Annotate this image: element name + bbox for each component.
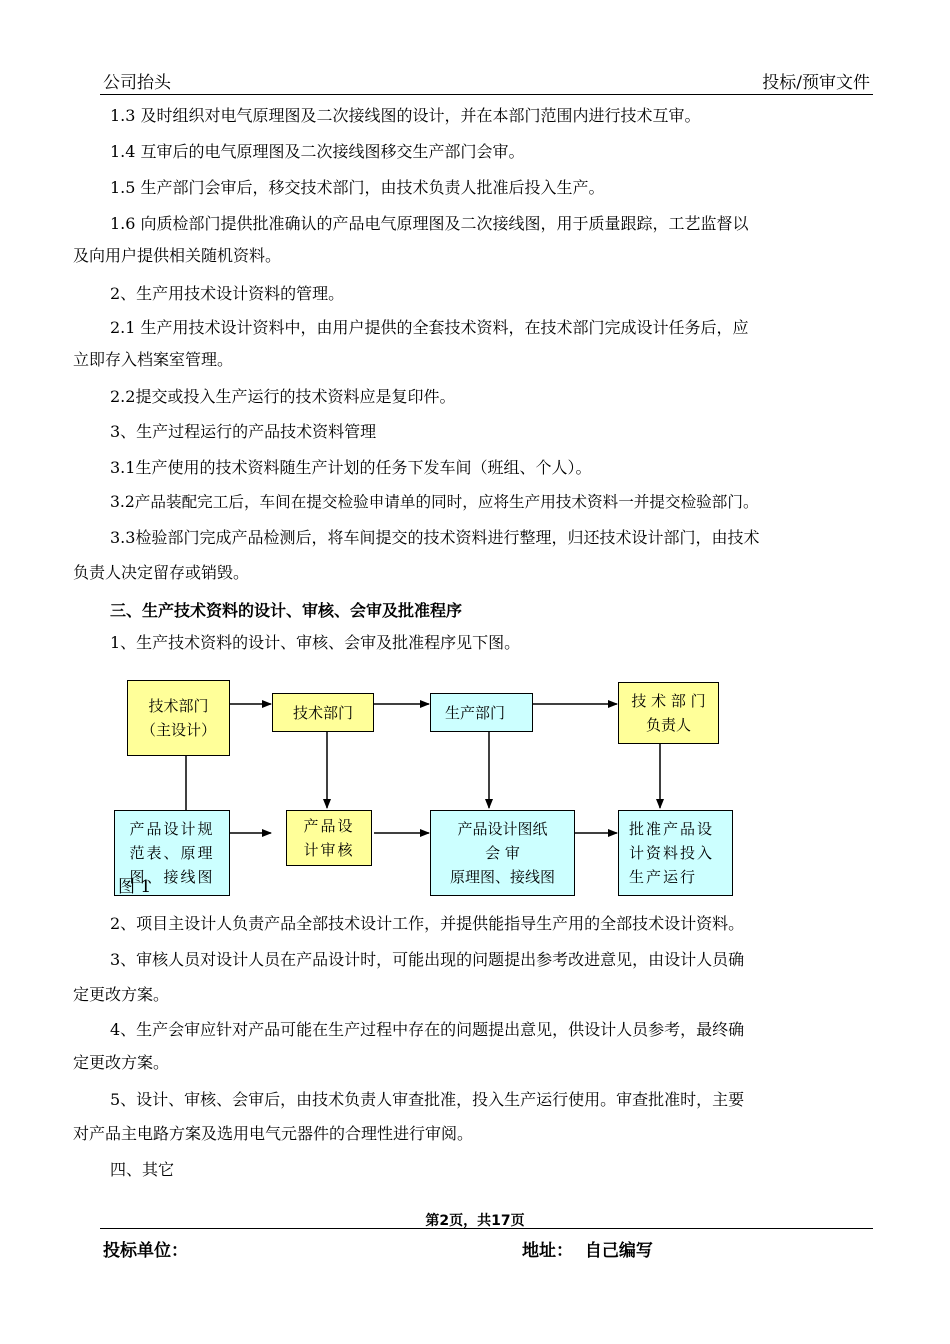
para-s2: 2、项目主设计人负责产品全部技术设计工作，并提供能指导生产用的全部技术设计资料。 (110, 914, 745, 933)
para-2-2: 2.2提交或投入生产运行的技术资料应是复印件。 (110, 387, 456, 406)
para-1-6-line2: 及向用户提供相关随机资料。 (73, 246, 282, 265)
para-3-3-line2: 负责人决定留存或销毁。 (73, 563, 250, 582)
para-2-1-line2: 立即存入档案室管理。 (73, 350, 234, 369)
flow-box-tech-dept-main-design: 技术部门 （主设计） (127, 680, 230, 756)
footer-bidder-label: 投标单位： (103, 1241, 188, 1261)
section-4-heading: 四、其它 (110, 1160, 175, 1179)
para-1-4: 1.4 互审后的电气原理图及二次接线图移交生产部门会审。 (110, 142, 525, 161)
flow-box-tech-dept: 技术部门 (272, 693, 374, 732)
flow-box-design-spec: 产品设计规 范表、原理 图、接线图 (114, 810, 230, 896)
para-s1: 1、生产技术资料的设计、审核、会审及批准程序见下图。 (110, 633, 521, 652)
para-s3-line2: 定更改方案。 (73, 985, 170, 1004)
flow-box-joint-review: 产品设计图纸 会 审 原理图、接线图 (430, 810, 575, 896)
para-s3-line1: 3、审核人员对设计人员在产品设计时，可能出现的问题提出参考改进意见，由设计人员确 (110, 950, 745, 969)
para-3: 3、生产过程运行的产品技术资料管理 (110, 422, 377, 441)
para-1-3: 1.3 及时组织对电气原理图及二次接线图的设计，并在本部门范围内进行技术互审。 (110, 106, 701, 125)
page-number: 第2页，共17页 (425, 1213, 525, 1229)
para-s4-line1: 4、生产会审应针对产品可能在生产过程中存在的问题提出意见，供设计人员参考，最终确 (110, 1020, 745, 1039)
footer-address: 地址： 自己编写 (522, 1241, 653, 1261)
para-s5-line2: 对产品主电路方案及选用电气元器件的合理性进行审阅。 (73, 1124, 474, 1143)
para-1-5: 1.5 生产部门会审后，移交技术部门，由技术负责人批准后投入生产。 (110, 178, 605, 197)
para-1-6-line1: 1.6 向质检部门提供批准确认的产品电气原理图及二次接线图，用于质量跟踪，工艺监督以 (110, 214, 749, 233)
para-s5-line1: 5、设计、审核、会审后，由技术负责人审查批准，投入生产运行使用。审查批准时，主要 (110, 1090, 745, 1109)
para-2: 2、生产用技术设计资料的管理。 (110, 284, 345, 303)
para-s4-line2: 定更改方案。 (73, 1053, 170, 1072)
section-3-heading: 三、生产技术资料的设计、审核、会审及批准程序 (110, 601, 463, 620)
footer-rule (100, 1228, 873, 1229)
flow-box-approve-production: 批准产品设 计资料投入 生产运行 (618, 810, 733, 896)
flow-box-tech-dept-head: 技 术 部 门 负责人 (618, 682, 719, 744)
header-doc-type: 投标/预审文件 (762, 73, 870, 93)
figure-label: 图 1 (118, 877, 152, 897)
flow-box-design-review: 产品设 计审核 (286, 810, 372, 866)
header-company: 公司抬头 (103, 73, 171, 93)
para-3-3-line1: 3.3检验部门完成产品检测后，将车间提交的技术资料进行整理，归还技术设计部门，由技术 (110, 528, 760, 547)
para-2-1-line1: 2.1 生产用技术设计资料中，由用户提供的全套技术资料，在技术部门完成设计任务后，应 (110, 318, 749, 337)
flow-box-production-dept: 生产部门 (430, 693, 533, 732)
para-3-2: 3.2产品装配完工后，车间在提交检验申请单的同时，应将生产用技术资料一并提交检验部门。 (110, 493, 759, 511)
para-3-1: 3.1生产使用的技术资料随生产计划的任务下发车间（班组、个人）。 (110, 458, 592, 477)
